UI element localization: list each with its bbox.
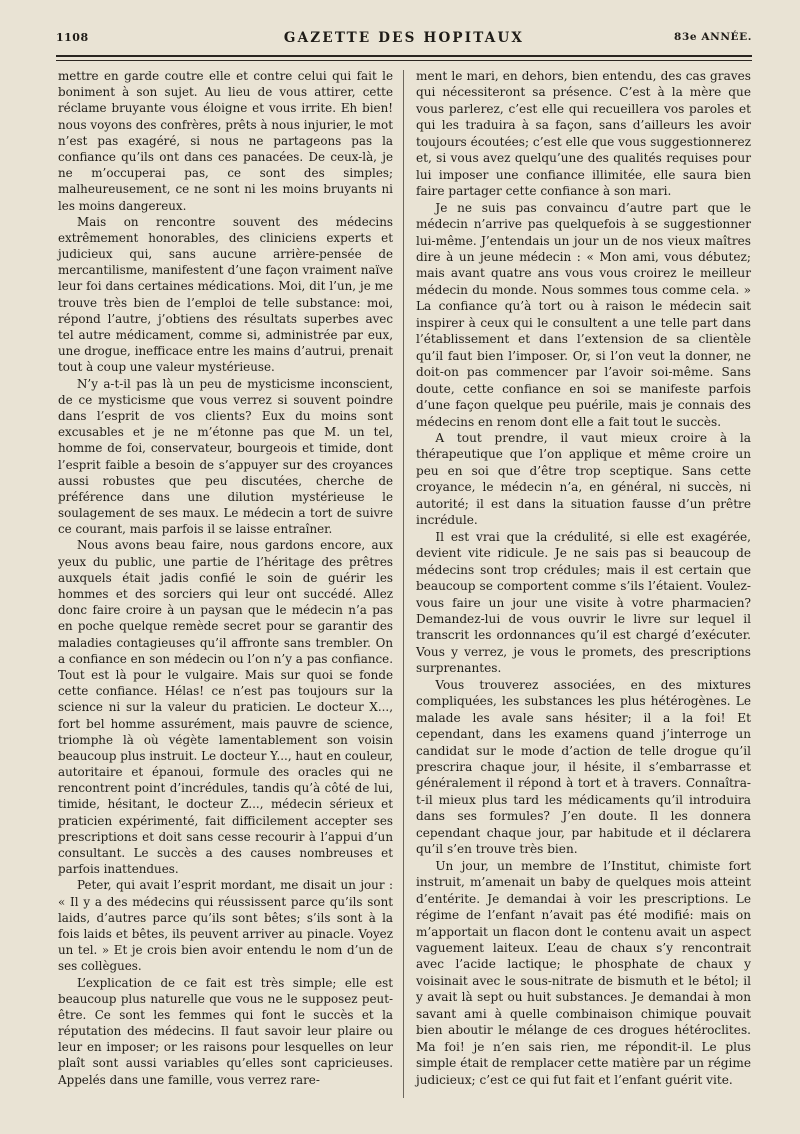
page-number: 1108 bbox=[56, 31, 89, 44]
column-divider bbox=[403, 70, 404, 1098]
journal-title: GAZETTE DES HOPITAUX bbox=[283, 30, 525, 46]
right-column bbox=[416, 68, 751, 1088]
paragraph: Vous trouverez associées, en des mixtures compliquées, les substances les plus hétérogènes. Le malade les avale sans hésiter; il a la foi! Et cependant, dans les examens quand j’interroge un candidat sur le mode d’action de telle drogue qu’il prescrira chaque jour, il hésite, il s’embarrasse et généralement il répond à tort et à travers. Connaîtra-t-il mieux plus tard les médicaments qu’il introduira dans ses formules? J’en doute. Il les donnera cependant chaque jour, par habitude et il déclarera qu’il s’en trouve très bien. bbox=[416, 677, 751, 857]
year-label: 83e ANNÉE. bbox=[674, 31, 752, 43]
paragraph: Mais on rencontre souvent des médecins extrêmement honorables, des cliniciens experts et judicieux qui, sans aucune arrière-pensée de mercantilisme, manifestent d’une façon vraiment naïve leur foi dans certaines médications. Moi, dit l’un, je me trouve très bien de l’emploi de telle substance: moi, répond l’autre, j’obtiens des résultats superbes avec tel autre médicament, comme si, administrée par eux, une drogue, inefficace entre les mains d’autrui, prenait tout à coup une valeur mystérieuse. bbox=[58, 214, 393, 375]
paragraph: A tout prendre, il vaut mieux croire à la thérapeutique que l’on applique et même croire un peu en soi que d’être trop sceptique. Sans cette croyance, le médecin n’a, en général, ni succès, ni autorité; il est dans la situation fausse d’un prêtre incrédule. bbox=[416, 430, 751, 528]
paragraph: mettre en garde coutre elle et contre celui qui fait le boniment à son sujet. Au lieu de vous attirer, cette réclame bruyante vous éloigne et vous irrite. Eh bien! nous voyons des confrères, prêts à nous injurier, le mot n’est pas exagéré, si nous ne partageons pas la confiance qu’ils ont dans ces panacées. De ceux-là, je ne m’occuperai pas, ce sont des simples; malheureusement, ce ne sont ni les moins bruyants ni les moins dangereux. bbox=[58, 69, 393, 213]
paragraph: N’y a-t-il pas là un peu de mysticisme inconscient, de ce mysticisme que vous verrez si souvent poindre dans l’esprit de vos clients? Eux du moins sont excusables et je ne m’étonne pas que M. un tel, homme de foi, conservateur, bourgeois et timide, dont l’esprit faible a besoin de s’appuyer sur des croyances aussi robustes que peu discutées, cherche de préférence dans une dilution mystérieuse le soulagement de ses maux. Le médecin a tort de suivre ce courant, mais parfois il se laisse entraîner. bbox=[58, 376, 393, 537]
header-rule-thick bbox=[56, 55, 752, 57]
paragraph: Un jour, un membre de l’Institut, chimiste fort instruit, m’amenait un baby de quelques mois atteint d’entérite. Je demandai à voir les prescriptions. Le régime de l’enfant n’avait pas été modifié: mais on m’apportait un flacon dont le contenu avait un aspect vaguement laiteux. L’eau de chaux s’y rencontrait avec l’acide lactique; le phosphate de chaux y voisinait avec le sous-nitrate de bismuth et le bétol; il y avait là sept ou huit substances. Je demandai à mon savant ami à quelle combinaison chimique pouvait bien aboutir le mélange de ces drogues hétéroclites. Ma foi! je n’en sais rien, me répondit-il. Le plus simple était de remplacer cette matière par un régime judicieux; c’est ce qui fut fait et l’enfant guérit vite. bbox=[416, 858, 751, 1087]
page-header bbox=[56, 29, 752, 49]
paragraph: Je ne suis pas convaincu d’autre part que le médecin n’arrive pas quelquefois à se suggestionner lui-même. J’entendais un jour un de nos vieux maîtres dire à un jeune médecin : « Mon ami, vous débutez; mais avant quatre ans vous vous croirez le meilleur médecin du monde. Nous sommes tous comme cela. » La confiance qu’à tort ou à raison le médecin sait inspirer à ceux qui le consultent a une telle part dans l’établissement et dans l’extension de sa clientèle qu’il faut bien l’imposer. Or, si l’on veut la donner, ne doit-on pas commencer par l’avoir soi-même. Sans doute, cette confiance en soi se manifeste parfois d’une façon quelque peu puérile, mais je connais des médecins en renom dont elle a fait tout le succès. bbox=[416, 200, 751, 429]
header-rule-thin bbox=[56, 60, 752, 61]
left-column bbox=[58, 68, 393, 1088]
paragraph: Il est vrai que la crédulité, si elle est exagérée, devient vite ridicule. Je ne sais pas si beaucoup de médecins sont trop crédules; mais il est certain que beaucoup se comportent comme s’ils l’étaient. Voulez-vous faire un jour une visite à votre pharmacien? Demandez-lui de vous ouvrir le livre sur lequel il transcrit les ordonnances qu’il est chargé d’exécuter. Vous y verrez, je vous le promets, des prescriptions surprenantes. bbox=[416, 529, 751, 676]
paragraph: Nous avons beau faire, nous gardons encore, aux yeux du public, une partie de l’héritage des prêtres auxquels était jadis confié le soin de guérir les hommes et des sorciers qui leur ont succédé. Allez donc faire croire à un paysan que le médecin n’a pas en poche quelque remède secret pour se garantir des maladies contagieuses qu’il affronte sans trembler. On a confiance en son médecin ou l’on n’y a pas confiance. Tout est là pour le vulgaire. Mais sur quoi se fonde cette confiance. Hélas! ce n’est pas toujours sur la science ni sur la valeur du praticien. Le docteur X..., fort bel homme assurément, mais pauvre de science, triomphe là où végète lamentablement son voisin beaucoup plus instruit. Le docteur Y..., haut en couleur, autoritaire et épanoui, formule des oracles qui ne rencontrent point d’incrédules, tandis qu’à côté de lui, timide, hésitant, le docteur Z..., médecin sérieux et praticien expérimenté, fait difficilement accepter ses prescriptions et doit sans cesse recourir à l’appui d’un consultant. Le succès a des causes nombreuses et parfois inattendues. bbox=[58, 538, 393, 877]
paragraph: Peter, qui avait l’esprit mordant, me disait un jour : « Il y a des médecins qui réussissent parce qu’ils sont laids, d’autres parce qu’ils sont bêtes; s’ils sont à la fois laids et bêtes, ils peuvent arriver au pinacle. Voyez un tel. » Et je crois bien avoir entendu le nom d’un de ses collègues. bbox=[58, 878, 393, 974]
paragraph: L’explication de ce fait est très simple; elle est beaucoup plus naturelle que vous ne le supposez peut-être. Ce sont les femmes qui font le succès et la réputation des médecins. Il faut savoir leur plaire ou leur en imposer; or les raisons pour lesquelles on leur plaît sont aussi variables qu’elles sont capricieuses. Appelés dans une famille, vous verrez rare- bbox=[58, 975, 393, 1087]
paragraph: ment le mari, en dehors, bien entendu, des cas graves qui nécessiteront sa présence. C’est à la mère que vous parlerez, c’est elle qui recueillera vos paroles et qui les traduira à sa façon, sans d’ailleurs les avoir toujours écoutées; c’est elle que vous suggestionnerez et, si vous avez quelqu’une des qualités requises pour lui imposer une confiance illimitée, elle saura bien faire partager cette confiance à son mari. bbox=[416, 69, 751, 199]
